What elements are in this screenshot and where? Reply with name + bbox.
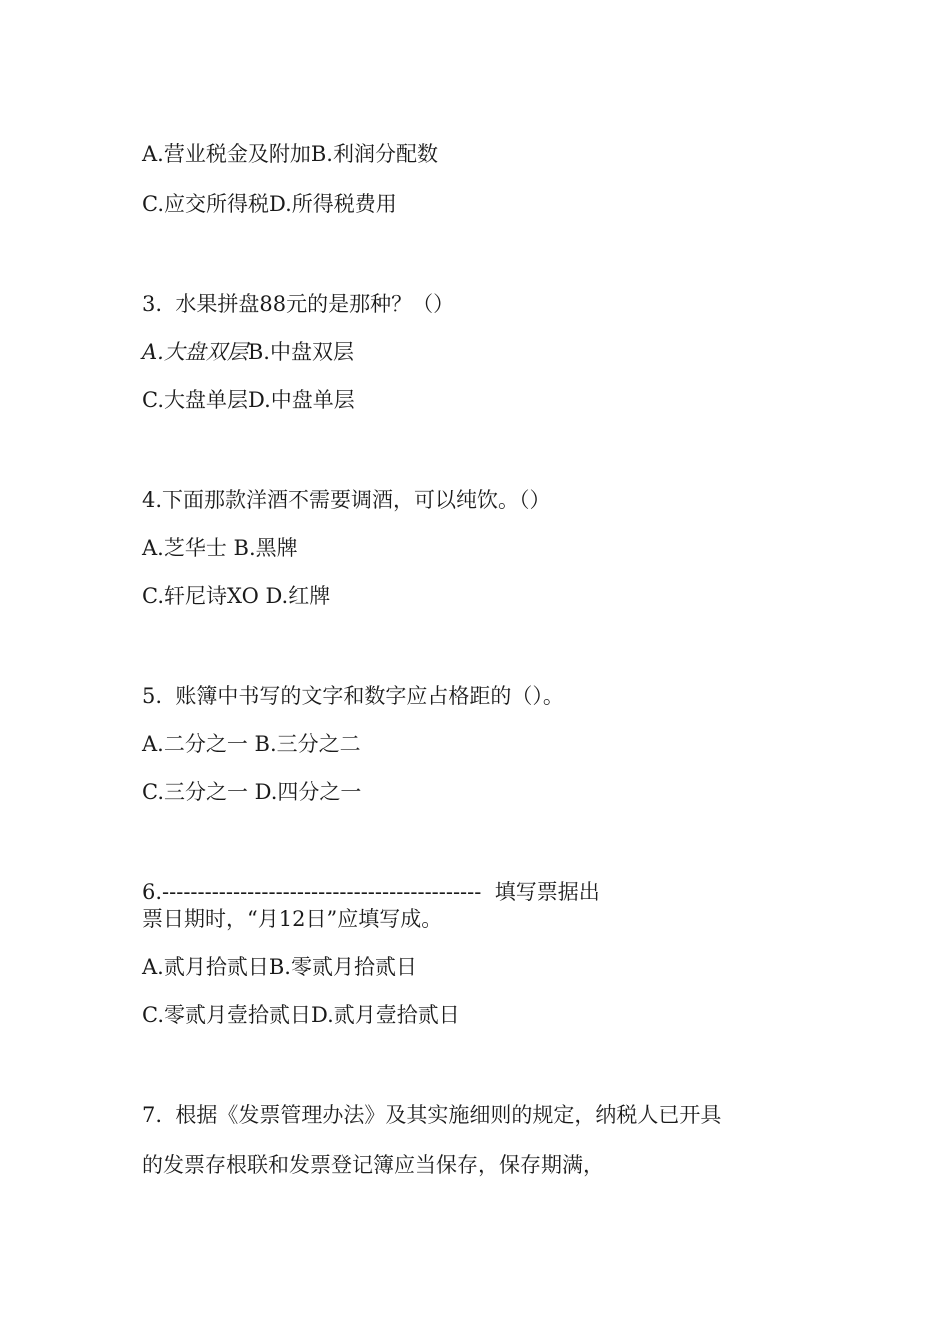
q7-stem-line2: 的发票存根联和发票登记簿应当保存，保存期满，: [142, 1153, 604, 1177]
q2-option-cd: C.应交所得税D.所得税费用: [142, 192, 397, 216]
q5-option-cd: C.三分之一 D.四分之一: [142, 780, 362, 804]
q6-option-ab: A.贰月拾贰日B.零贰月拾贰日: [142, 955, 417, 979]
q3-option-ab: [142, 339, 354, 365]
q6-stem-line2: 票日期时，“月12日”应填写成。: [142, 907, 443, 931]
q5-stem: 5. 账簿中书写的文字和数字应占格距的（）。: [142, 684, 564, 708]
q4-option-ab: A.芝华士 B.黑牌: [142, 536, 298, 560]
q4-option-cd: C.轩尼诗XO D.红牌: [142, 584, 331, 608]
q3-stem: 3. 水果拼盘88元的是那种？（）: [142, 292, 455, 316]
q6-stem-line1: 6.--------------------------------------------- 填写票据出: [142, 880, 600, 904]
q6-option-cd: C.零贰月壹拾贰日D.贰月壹拾贰日: [142, 1003, 460, 1027]
q5-option-ab: A.二分之一 B.三分之二: [142, 732, 361, 756]
q7-stem-line1: 7. 根据《发票管理办法》及其实施细则的规定，纳税人已开具: [142, 1103, 722, 1127]
q4-stem: 4.下面那款洋酒不需要调酒，可以纯饮。（）: [142, 488, 551, 512]
q2-option-ab: A.营业税金及附加B.利润分配数: [142, 142, 438, 166]
q3-option-cd: C.大盘单层D.中盘单层: [142, 388, 355, 412]
q3-option-a: A.大盘双层: [142, 340, 248, 364]
q3-option-b: B.中盘双层: [247, 340, 354, 364]
